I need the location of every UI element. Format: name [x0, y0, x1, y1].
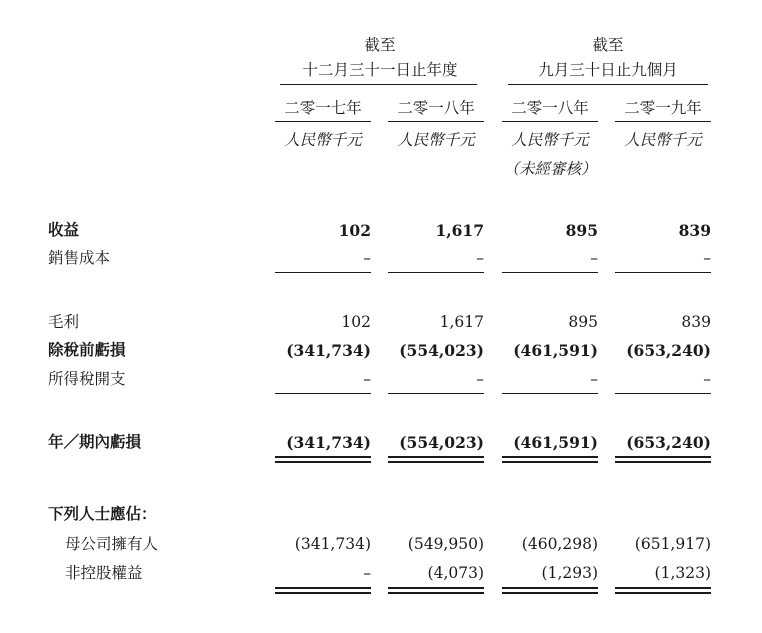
value-cell: –	[363, 370, 371, 388]
subtotal-rule	[615, 272, 711, 273]
header-group1-line2: 十二月三十一日止年度	[302, 61, 458, 79]
total-double-rule	[275, 592, 371, 594]
value-cell: 1,617	[439, 313, 484, 331]
total-double-rule	[615, 461, 711, 463]
year-header: 二零一七年	[284, 99, 362, 117]
value-cell: (653,240)	[626, 341, 711, 360]
unit-label: 人民幣千元	[397, 131, 475, 149]
row-label-income-tax: 所得稅開支	[48, 370, 126, 388]
row-label-owners: 母公司擁有人	[65, 535, 159, 553]
row-label-gross-profit: 毛利	[48, 313, 80, 331]
total-double-rule	[275, 456, 371, 458]
value-cell: (4,073)	[427, 564, 484, 582]
value-cell: –	[590, 370, 598, 388]
total-double-rule	[615, 456, 711, 458]
row-label-cost-of-sales: 銷售成本	[48, 249, 111, 267]
total-double-rule	[502, 456, 598, 458]
value-cell: (549,950)	[407, 535, 484, 553]
header-group2-rule	[508, 84, 708, 85]
total-double-rule	[388, 587, 484, 589]
value-cell: (653,240)	[626, 433, 711, 452]
value-cell: –	[363, 249, 371, 267]
value-cell: (554,023)	[399, 341, 484, 360]
value-cell: –	[476, 249, 484, 267]
unit-label: 人民幣千元	[624, 131, 702, 149]
subtotal-rule	[388, 272, 484, 273]
subtotal-rule	[615, 393, 711, 394]
value-cell: (341,734)	[294, 535, 371, 553]
value-cell: (341,734)	[286, 433, 371, 452]
year-rule	[615, 121, 711, 122]
header-group2-line1: 截至	[592, 36, 624, 54]
value-cell: (341,734)	[286, 341, 371, 360]
subtotal-rule	[502, 393, 598, 394]
total-double-rule	[275, 587, 371, 589]
total-double-rule	[388, 461, 484, 463]
year-rule	[275, 121, 371, 122]
value-cell: 102	[341, 313, 371, 331]
value-cell: 895	[568, 313, 598, 331]
total-double-rule	[615, 587, 711, 589]
value-cell: 839	[678, 221, 711, 240]
total-double-rule	[388, 456, 484, 458]
year-header: 二零一八年	[397, 99, 475, 117]
total-double-rule	[502, 461, 598, 463]
value-cell: –	[703, 249, 711, 267]
total-double-rule	[502, 592, 598, 594]
year-rule	[388, 121, 484, 122]
header-group1-line1: 截至	[364, 36, 396, 54]
row-label-revenue: 收益	[48, 221, 80, 239]
unit-label: 人民幣千元	[284, 131, 362, 149]
value-cell: 1,617	[435, 221, 484, 240]
year-rule	[502, 121, 598, 122]
value-cell: 839	[681, 313, 711, 331]
total-double-rule	[275, 461, 371, 463]
year-header: 二零一八年	[511, 99, 589, 117]
header-group1-rule	[280, 84, 477, 85]
value-cell: –	[703, 370, 711, 388]
row-label-loss-for-period: 年／期內虧損	[48, 433, 142, 451]
value-cell: (461,591)	[513, 433, 598, 452]
subtotal-rule	[275, 393, 371, 394]
subtotal-rule	[388, 393, 484, 394]
value-cell: (651,917)	[634, 535, 711, 553]
value-cell: (461,591)	[513, 341, 598, 360]
value-cell: –	[590, 249, 598, 267]
row-label-attributable: 下列人士應佔：	[48, 505, 157, 523]
value-cell: (460,298)	[521, 535, 598, 553]
year-header: 二零一九年	[624, 99, 702, 117]
unaudited-note: （未經審核）	[503, 160, 597, 178]
total-double-rule	[615, 592, 711, 594]
value-cell: (1,293)	[541, 564, 598, 582]
value-cell: (554,023)	[399, 433, 484, 452]
value-cell: –	[476, 370, 484, 388]
subtotal-rule	[275, 272, 371, 273]
row-label-loss-before-tax: 除稅前虧損	[48, 341, 126, 359]
value-cell: (1,323)	[654, 564, 711, 582]
total-double-rule	[502, 587, 598, 589]
unit-label: 人民幣千元	[511, 131, 589, 149]
subtotal-rule	[502, 272, 598, 273]
value-cell: –	[363, 564, 371, 582]
value-cell: 895	[565, 221, 598, 240]
total-double-rule	[388, 592, 484, 594]
value-cell: 102	[338, 221, 371, 240]
header-group2-line2: 九月三十日止九個月	[538, 61, 678, 79]
row-label-nci: 非控股權益	[65, 564, 143, 582]
